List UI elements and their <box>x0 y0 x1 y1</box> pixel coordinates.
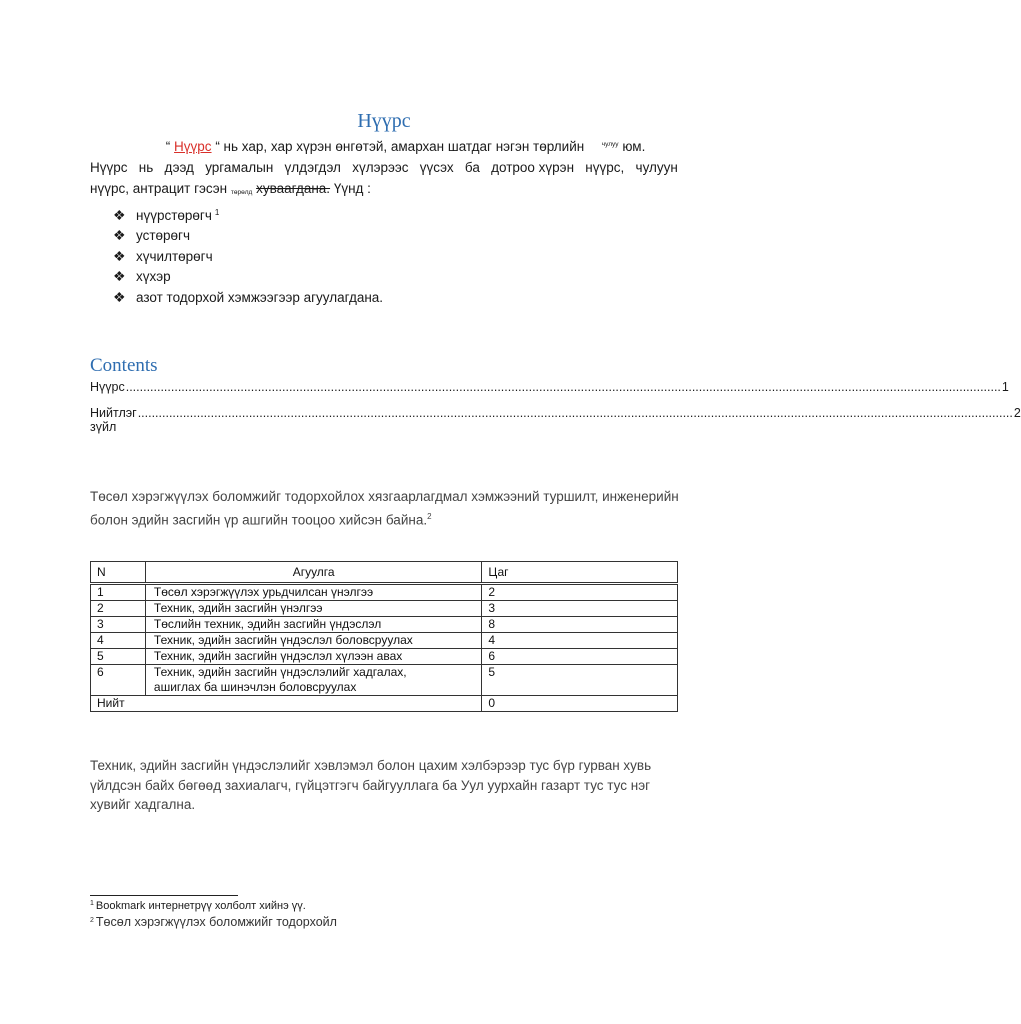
element-list <box>113 205 383 308</box>
footnote-text: Төсөл хэрэгжүүлэх боломжийг тодорхойл <box>95 915 337 929</box>
header-cell-hours: Цаг <box>482 562 678 584</box>
tiny-annotation-2: төрөлд <box>230 189 253 196</box>
table-row <box>91 584 678 601</box>
contents-heading: Contents <box>90 355 158 376</box>
quote-open: “ <box>165 139 171 154</box>
intro-line3-text: нүүрс, антрацит гэсэн <box>90 181 228 196</box>
list-item-text: хүчилтөрөгч <box>136 248 213 264</box>
list-item-text: хүхэр <box>136 269 171 285</box>
footnote-ref[interactable]: 1 <box>214 207 220 217</box>
toc-page: 1 <box>1001 380 1009 394</box>
cell-hours: 6 <box>482 649 678 665</box>
list-item <box>113 287 383 308</box>
table-header-row <box>91 562 678 584</box>
table-total-row <box>91 696 678 712</box>
cell-content-line: ашиглах ба шинэчлэн боловсруулах <box>153 680 357 694</box>
document-title: Нүүрс <box>357 110 411 132</box>
intro-line1-end: юм. <box>622 139 646 154</box>
cell-n: 6 <box>91 665 146 696</box>
cell-content <box>145 665 481 696</box>
paragraph-line: үйлдсэн байх бөгөөд захиалагч, гүйцэтгэгч байгууллага ба Уул уурхайн газарт тус тус нэг <box>90 777 651 793</box>
header-cell-n: N <box>91 562 146 584</box>
feasibility-paragraph <box>90 487 690 530</box>
cell-n: 3 <box>91 617 146 633</box>
table-row <box>91 617 678 633</box>
cell-content: Техник, эдийн засгийн үнэлгээ <box>145 601 481 617</box>
list-item <box>113 246 383 267</box>
word: үүсэх <box>419 160 454 175</box>
copies-paragraph <box>90 756 690 815</box>
toc-leader: ............................................................................................................................................................................................................................................................ <box>125 380 1001 394</box>
cell-hours: 8 <box>482 617 678 633</box>
footnote-ref[interactable]: 2 <box>427 511 432 521</box>
cell-hours: 3 <box>482 601 678 617</box>
toc-label[interactable]: Нүүрс <box>90 380 125 394</box>
cell-content-line: Техник, эдийн засгийн үндэслэлийг хадгалах, <box>153 665 407 679</box>
paragraph-line: хувийг хадгална. <box>90 797 196 812</box>
paragraph-line: Төсөл хэрэгжүүлэх боломжийг тодорхойлох хязгаарлагдмал хэмжээний туршилт, инженерийн <box>90 489 679 504</box>
footnote-1 <box>90 900 306 912</box>
cell-n: 4 <box>91 633 146 649</box>
intro-line3-end: Үүнд : <box>333 181 371 196</box>
word: дотроо хүрэн <box>491 160 575 175</box>
toc-leader: ............................................................................................................................................................................................................................................................ <box>137 406 1013 420</box>
intro-line-3 <box>90 178 678 203</box>
total-value: 0 <box>482 696 678 712</box>
list-item-text: устөрөгч <box>136 228 191 244</box>
toc-label[interactable]: Нийтлэг зүйл <box>90 406 137 434</box>
table-row <box>91 601 678 617</box>
word: нь <box>138 160 154 175</box>
cell-n: 1 <box>91 584 146 601</box>
list-item <box>113 226 383 247</box>
word: үлдэгдэл <box>284 160 341 175</box>
diamond-bullet-icon: ❖ <box>113 227 126 244</box>
footnote-text: Bookmark интернетрүү холболт хийнэ үү. <box>95 900 306 912</box>
cell-hours: 5 <box>482 665 678 696</box>
table-row <box>91 665 678 696</box>
schedule-table <box>90 561 678 712</box>
cell-n: 2 <box>91 601 146 617</box>
footnote-mark: 1 <box>90 900 94 907</box>
header-cell-content: Агуулга <box>145 562 481 584</box>
intro-line-1 <box>90 136 678 157</box>
cell-content: Төсөл хэрэгжүүлэх урьдчилсан үнэлгээ <box>145 584 481 601</box>
intro-paragraph <box>90 136 678 203</box>
intro-line1-text: “ нь хар, хар хүрэн өнгөтэй, амархан шатдаг нэгэн төрлийн <box>215 139 585 154</box>
cell-n: 5 <box>91 649 146 665</box>
footnote-separator <box>90 895 238 896</box>
word: дээд <box>164 160 194 175</box>
total-label: Нийт <box>91 696 482 712</box>
diamond-bullet-icon: ❖ <box>113 206 126 223</box>
table-row <box>91 649 678 665</box>
paragraph-line <box>90 507 690 530</box>
footnote-mark: 2 <box>90 917 94 924</box>
paragraph-line-text: болон эдийн засгийн үр ашгийн тооцоо хийсэн байна. <box>90 512 428 527</box>
list-item <box>113 205 383 226</box>
tiny-annotation-1: чулуу <box>601 141 619 148</box>
toc-entry[interactable] <box>90 380 1009 394</box>
list-item <box>113 267 383 288</box>
word: чулуун <box>635 160 678 175</box>
word: нүүрс, <box>585 160 625 175</box>
diamond-bullet-icon: ❖ <box>113 288 126 305</box>
toc-page: 2 <box>1013 406 1021 420</box>
cell-content: Төслийн техник, эдийн засгийн үндэслэл <box>145 617 481 633</box>
diamond-bullet-icon: ❖ <box>113 247 126 264</box>
keyword-link[interactable]: Нүүрс <box>174 139 212 154</box>
footnote-2 <box>90 915 337 929</box>
strikethrough-text: хуваагдана. <box>256 181 331 196</box>
table-row <box>91 633 678 649</box>
word: ба <box>464 160 480 175</box>
cell-content: Техник, эдийн засгийн үндэслэл боловсруулах <box>145 633 481 649</box>
cell-content: Техник, эдийн засгийн үндэслэл хүлээн авах <box>145 649 481 665</box>
toc-entry[interactable] <box>90 406 1021 434</box>
word: ургамалын <box>205 160 274 175</box>
list-item-text: азот тодорхой хэмжээгээр агуулагдана. <box>136 289 384 305</box>
list-item-text: нүүрстөрөгч <box>136 207 212 223</box>
intro-line-2 <box>90 157 678 178</box>
paragraph-line: Техник, эдийн засгийн үндэслэлийг хэвлэмэл болон цахим хэлбэрээр тус бүр гурван хувь <box>90 758 652 773</box>
cell-hours: 2 <box>482 584 678 601</box>
cell-hours: 4 <box>482 633 678 649</box>
word: Нүүрс <box>90 160 128 175</box>
diamond-bullet-icon: ❖ <box>113 268 126 285</box>
word: хүлэрээс <box>352 160 409 175</box>
